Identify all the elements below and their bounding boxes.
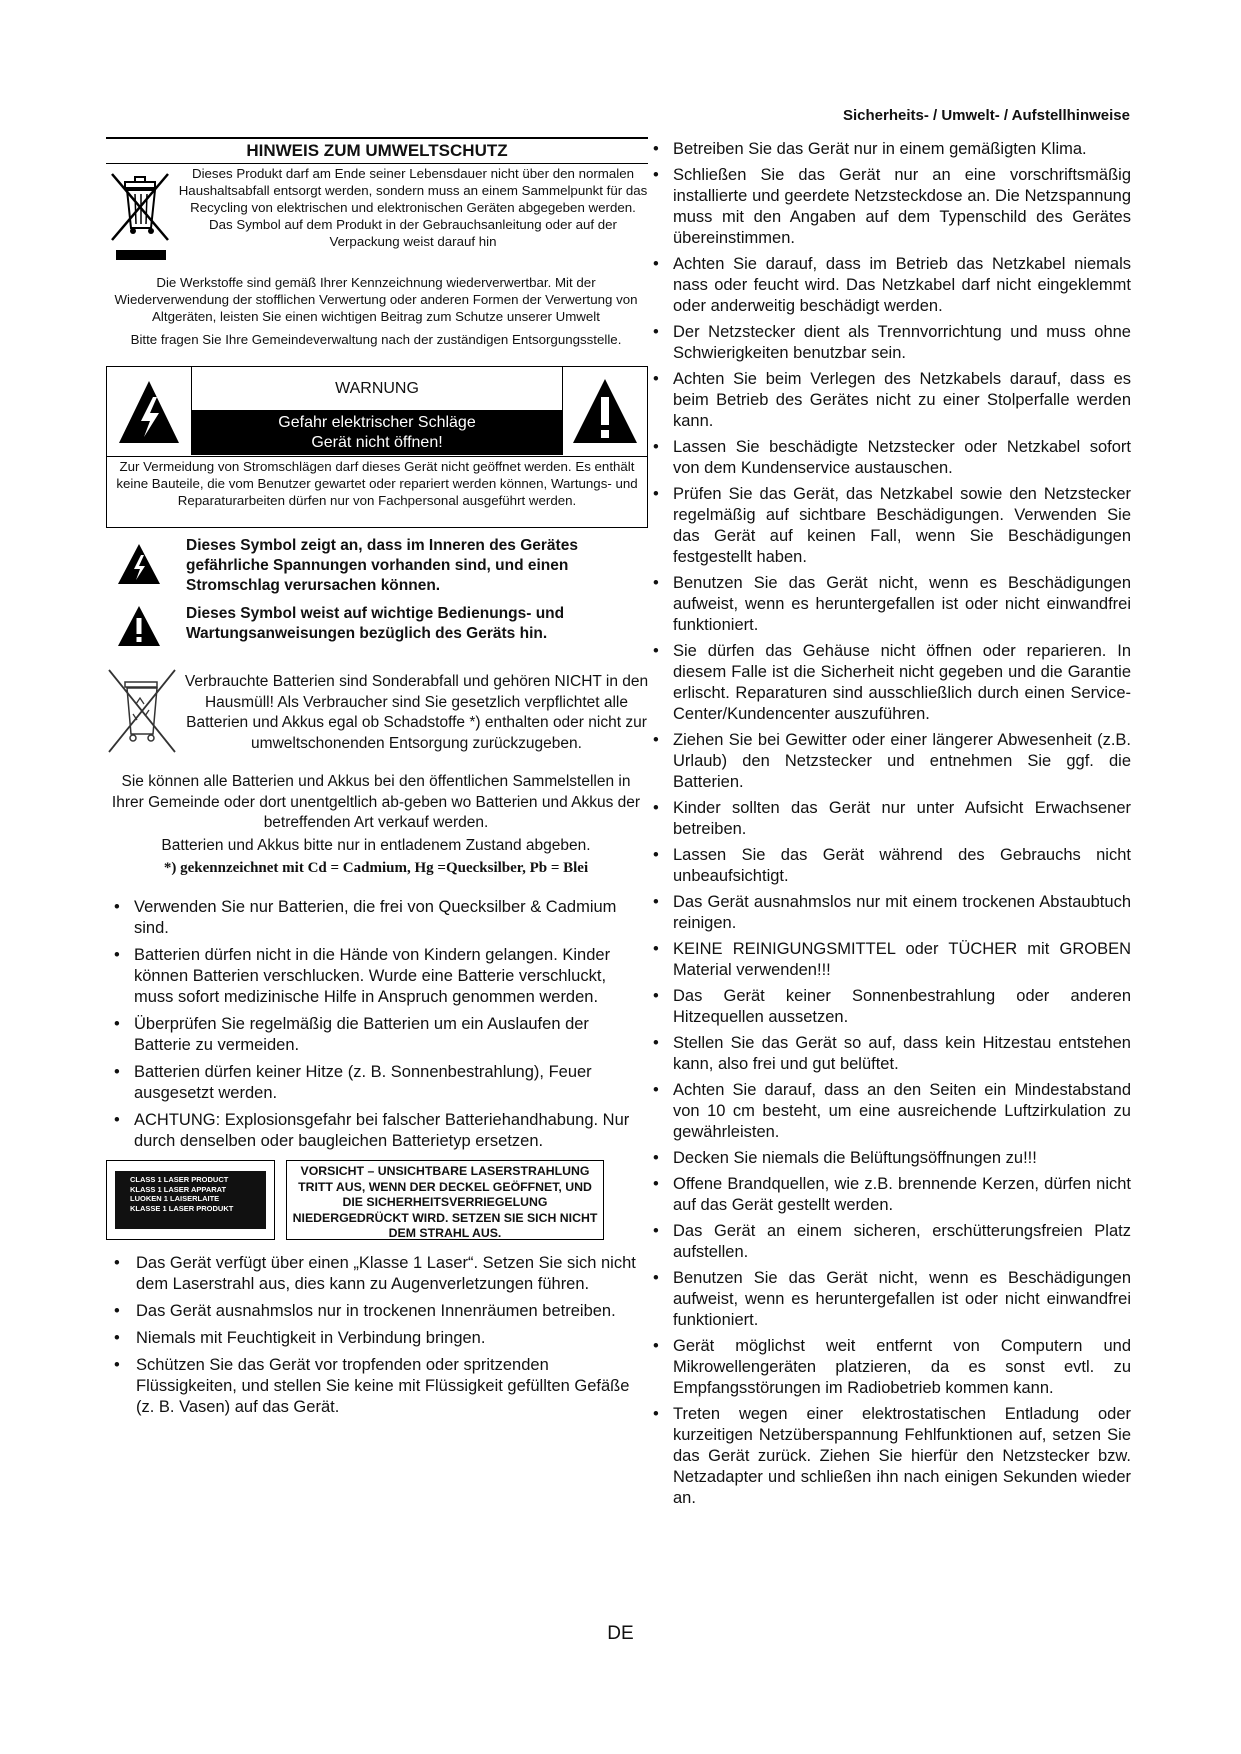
list-item: • Das Gerät verfügt über einen „Klasse 1 Laser“. Setzen Sie sich nicht dem Laserstrahl aus, dies kann zu Augenverletzungen führen.	[106, 1253, 646, 1295]
safety-bullet-list	[645, 139, 1131, 1509]
warning-description: Zur Vermeidung von Stromschlägen darf dieses Gerät nicht geöffnet werden. Es enthält keine Bauteile, die vom Benutzer gewartet oder repariert werden können, Wartungs- und Reparaturarbeiten dürfen nur von Fachpersonal ausgeführt werden.	[107, 456, 647, 509]
list-item: • Schützen Sie das Gerät vor tropfenden oder spritzenden Flüssigkeiten, und stellen Sie keine mit Flüssigkeit gefüllten Gefäße (z. B. Vasen) auf das Gerät.	[106, 1355, 646, 1418]
umwelt-title: HINWEIS ZUM UMWELTSCHUTZ	[106, 137, 648, 163]
list-item: • Decken Sie niemals die Belüftungsöffnungen zu!!!	[645, 1148, 1131, 1169]
right-column	[645, 139, 1131, 1514]
list-item: • Betreiben Sie das Gerät nur in einem gemäßigten Klima.	[645, 139, 1131, 160]
laser-label-line: LUOKEN 1 LAISERLAITE	[130, 1194, 220, 1203]
list-item: • Überprüfen Sie regelmäßig die Batterien um ein Auslaufen der Batterie zu vermeiden.	[106, 1014, 646, 1056]
laser-bullet-list	[106, 1253, 646, 1418]
left-column	[106, 137, 649, 1424]
list-item: • Das Gerät an einem sicheren, erschütterungsfreien Platz aufstellen.	[645, 1221, 1131, 1263]
umwelt-recycling-text: Die Werkstoffe sind gemäß Ihrer Kennzeichnung wiederverwertbar. Mit der Wiederverwendung der stofflichen Verwertung oder anderen Formen der Verwertung von Altgeräten, leisten Sie einen wichtigen Beitrag zum Schutze unserer Umwelt	[114, 275, 638, 324]
battery-bullet-list	[106, 897, 646, 1152]
list-item: • Batterien dürfen keiner Hitze (z. B. Sonnenbestrahlung), Feuer ausgesetzt werden.	[106, 1062, 646, 1104]
battery-disposal-text: Verbrauchte Batterien sind Sonderabfall und gehören NICHT in den Hausmüll! Als Verbraucher sind Sie gesetzlich verpflichtet alle Batterien und Akkus egal ob Schadstoffe *) enthalten oder nicht zur umweltschonenden Entsorgung zurückzugeben.	[184, 673, 649, 752]
list-item: • Gerät möglichst weit entfernt von Computern und Mikrowellengeräten platzieren, da es sonst evtl. zu Empfangsstörungen im Radiobetrieb kommen kann.	[645, 1336, 1131, 1399]
exclamation-symbol-text: Dieses Symbol weist auf wichtige Bedienungs- und Wartungsanweisungen bezüglich des Geräts hin.	[186, 605, 565, 642]
list-item: • Schließen Sie das Gerät nur an eine vorschriftsmäßig installierte und geerdete Netzsteckdose an. Die Netzspannung muss mit den Angaben auf dem Typenschild des Gerätes übereinstimmen.	[645, 165, 1131, 249]
list-item: • Das Gerät ausnahmslos nur in trockenen Innenräumen betreiben.	[106, 1301, 646, 1322]
warning-line-2: Gerät nicht öffnen!	[311, 434, 443, 451]
laser-warning-text: VORSICHT – UNSICHTBARE LASERSTRAHLUNG TRITT AUS, WENN DER DECKEL GEÖFFNET, UND DIE SICHERHEITSVERRIEGELUNG NIEDERGEDRÜCKT WIRD. SETZEN SIE SICH NICHT DEM STRAHL AUS.	[286, 1160, 604, 1240]
page-language-label: DE	[607, 1623, 634, 1644]
list-item: • Offene Brandquellen, wie z.B. brennende Kerzen, dürfen nicht auf das Gerät gestellt werden.	[645, 1174, 1131, 1216]
list-item: • Das Gerät keiner Sonnenbestrahlung oder anderen Hitzequellen aussetzen.	[645, 986, 1131, 1028]
list-item: • ACHTUNG: Explosionsgefahr bei falscher Batteriehandhabung. Nur durch denselben oder baugleichen Batterietyp ersetzen.	[106, 1110, 646, 1152]
list-item: • Kinder sollten das Gerät nur unter Aufsicht Erwachsener betreiben.	[645, 798, 1131, 840]
list-item: • KEINE REINIGUNGSMITTEL oder TÜCHER mit GROBEN Material verwenden!!!	[645, 939, 1131, 981]
warning-center-panel	[192, 367, 562, 455]
exclamation-symbol-row	[106, 604, 646, 644]
laser-label-line: KLASSE 1 LASER PRODUKT	[130, 1203, 234, 1213]
laser-label-line: CLASS 1 LASER PRODUCT	[130, 1175, 229, 1184]
warning-title: WARNUNG	[335, 380, 419, 397]
list-item: • Sie dürfen das Gehäuse nicht öffnen oder reparieren. In diesem Falle ist die Sicherheit nicht gegeben und die Garantie erlischt. Reparaturen sind ausschließlich durch einen Service-Center/Kundencenter auszuführen.	[645, 641, 1131, 725]
list-item: • Stellen Sie das Gerät so auf, dass kein Hitzestau entstehen kann, also frei und gut belüftet.	[645, 1033, 1131, 1075]
exclamation-warning-icon	[563, 367, 647, 455]
list-item: • Verwenden Sie nur Batterien, die frei von Quecksilber & Cadmium sind.	[106, 897, 646, 939]
laser-class-label-frame	[106, 1160, 275, 1240]
battery-footnote: *) gekennzeichnet mit Cd = Cadmium, Hg =Quecksilber, Pb = Blei	[163, 860, 589, 876]
list-item: • Das Gerät ausnahmslos nur mit einem trockenen Abstaubtuch reinigen.	[645, 892, 1131, 934]
warning-line-1: Gefahr elektrischer Schläge	[278, 414, 476, 431]
laser-label-line: KLASS 1 LASER APPARAT	[130, 1184, 227, 1194]
laser-class-label	[115, 1171, 266, 1229]
list-item: • Batterien dürfen nicht in die Hände von Kindern gelangen. Kinder können Batterien verschlucken. Wurde eine Batterie verschluckt, muss sofort medizinische Hilfe in Anspruch genommen werden.	[106, 945, 646, 1008]
list-item: • Treten wegen einer elektrostatischen Entladung oder kurzeitigen Netzüberspannung Fehlfunktionen auf, setzen Sie das Gerät zurück. Ziehen Sie hierfür den Netzstecker bzw. Netzadapter und schließen ihn nach einigen Sekunden wieder an.	[645, 1404, 1131, 1509]
weee-bin-icon	[106, 168, 178, 268]
list-item: • Ziehen Sie bei Gewitter oder einer längerer Abwesenheit (z.B. Urlaub) den Netzstecker und entnehmen Sie ggf. die Batterien.	[645, 730, 1131, 793]
list-item: • Achten Sie beim Verlegen des Netzkabels darauf, dass es beim Betrieb des Gerätes nicht zu einer Stolperfalle werden kann.	[645, 369, 1131, 432]
list-item: • Benutzen Sie das Gerät nicht, wenn es Beschädigungen aufweist, wenn es heruntergefallen ist oder nicht einwandfrei funktioniert.	[645, 573, 1131, 636]
lightning-symbol-icon	[116, 542, 162, 586]
page-header-title: Sicherheits- / Umwelt- / Aufstellhinweise	[842, 107, 1130, 124]
warning-left-panel	[107, 367, 192, 455]
lightning-symbol-text: Dieses Symbol zeigt an, dass im Inneren des Gerätes gefährliche Spannungen vorhanden sind, und einen Stromschlag verursachen können.	[186, 537, 578, 594]
list-item: • Lassen Sie das Gerät während des Gebrauchs nicht unbeaufsichtigt.	[645, 845, 1131, 887]
battery-disposal-block	[106, 672, 649, 770]
list-item: • Benutzen Sie das Gerät nicht, wenn es Beschädigungen aufweist, wenn es heruntergefallen ist oder nicht einwandfrei funktioniert.	[645, 1268, 1131, 1331]
battery-bin-icon	[103, 664, 181, 764]
list-item: • Lassen Sie beschädigte Netzstecker oder Netzkabel sofort von dem Kundenservice austauschen.	[645, 437, 1131, 479]
battery-collection-text: Sie können alle Batterien und Akkus bei den öffentlichen Sammelstellen in Ihrer Gemeinde oder dort unentgeltlich ab-geben wo Batterien und Akkus der betreffenden Art verkauf werden.	[111, 773, 641, 831]
umwelt-contact-text: Bitte fragen Sie Ihre Gemeindeverwaltung nach der zuständigen Entsorgungsstelle.	[130, 332, 622, 347]
umwelt-block	[106, 164, 646, 264]
warning-right-panel	[562, 367, 647, 455]
list-item: • Achten Sie darauf, dass im Betrieb das Netzkabel niemals nass oder feucht wird. Das Netzkabel darf nicht eingeklemmt oder anderweitig beschädigt werden.	[645, 254, 1131, 317]
warning-black-band	[192, 410, 562, 455]
list-item: • Prüfen Sie das Gerät, das Netzkabel sowie den Netzstecker regelmäßig auf sichtbare Beschädigungen. Verwenden Sie das Gerät auf keinen Fall, wenn Sie Beschädigungen festgestellt haben.	[645, 484, 1131, 568]
list-item: • Der Netzstecker dient als Trennvorrichtung und muss ohne Schwierigkeiten benutzbar sein.	[645, 322, 1131, 364]
laser-warning-row	[106, 1160, 646, 1240]
umwelt-description: Dieses Produkt darf am Ende seiner Lebensdauer nicht über den normalen Haushaltsabfall entsorgt werden, sondern muss an einem Sammelpunkt für das Recycling von elektrischen und elektronischen Geräten abgegeben werden. Das Symbol auf dem Produkt in der Gebrauchsanleitung oder auf der Verpackung weist darauf hin	[178, 166, 648, 249]
list-item: • Niemals mit Feuchtigkeit in Verbindung bringen.	[106, 1328, 646, 1349]
lightning-warning-icon	[107, 367, 191, 455]
battery-discharged-text: Batterien und Akkus bitte nur in entladenem Zustand abgeben.	[161, 836, 591, 854]
exclamation-symbol-icon	[116, 604, 162, 648]
warning-box	[106, 366, 648, 528]
list-item: • Achten Sie darauf, dass an den Seiten ein Mindestabstand von 10 cm besteht, um eine ausreichende Luftzirkulation zu gewährleisten.	[645, 1080, 1131, 1143]
lightning-symbol-row	[106, 536, 646, 596]
